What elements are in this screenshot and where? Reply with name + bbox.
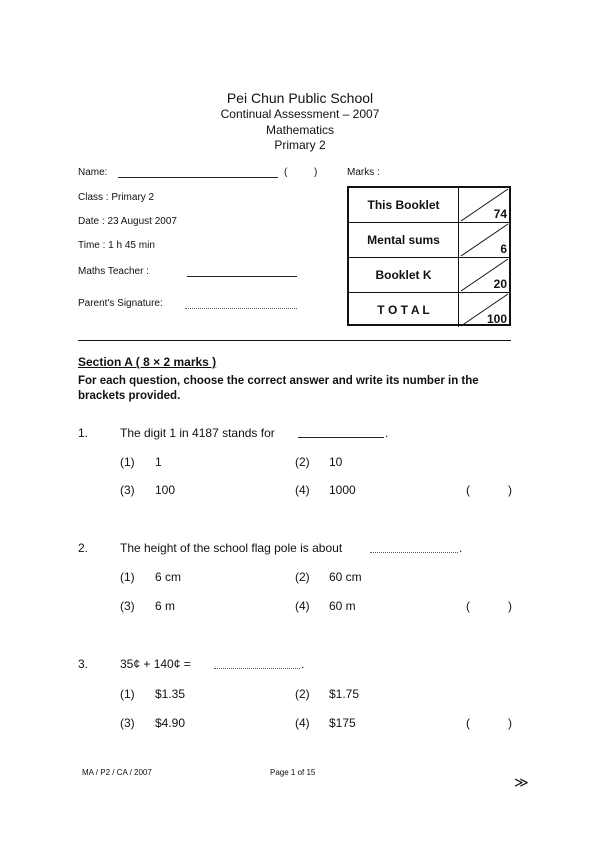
class-label: Class : Primary 2 — [78, 192, 155, 203]
option-value: $1.35 — [155, 687, 186, 701]
question-number: 1. — [78, 426, 89, 440]
answer-bracket-open[interactable]: ( — [466, 483, 470, 497]
school-name: Pei Chun Public School — [226, 90, 374, 106]
option-value: 1000 — [329, 483, 356, 497]
teacher-line[interactable] — [187, 266, 297, 277]
marks-row-label: Booklet K — [349, 258, 459, 292]
answer-bracket-open[interactable]: ( — [466, 599, 470, 613]
option-value: 60 m — [329, 599, 356, 613]
answer-bracket-open[interactable]: ( — [466, 716, 470, 730]
option-number: (1) — [120, 687, 135, 701]
question-number: 2. — [78, 541, 89, 555]
option-number: (3) — [120, 716, 135, 730]
option-number: (2) — [295, 570, 310, 584]
option-value: $175 — [329, 716, 356, 730]
section-title: Section A ( 8 × 2 marks ) — [78, 355, 217, 369]
name-paren-open: ( — [284, 167, 288, 178]
option-value: $1.75 — [329, 687, 360, 701]
answer-bracket-close[interactable]: ) — [508, 716, 512, 730]
option-number: (4) — [295, 483, 310, 497]
section-instruction: For each question, choose the correct answer and write its number in the brackets provided. — [78, 375, 479, 402]
marks-row-value: 20 — [493, 277, 507, 291]
name-line[interactable] — [118, 167, 278, 178]
option-value: 60 cm — [329, 570, 362, 584]
marks-row-value: 74 — [493, 207, 507, 221]
section-divider — [78, 340, 511, 341]
marks-row-value: 100 — [486, 312, 507, 326]
parent-signature-label: Parent's Signature: — [78, 298, 163, 309]
next-page-arrow-icon: ≫ — [514, 774, 529, 790]
footer-code: MA / P2 / CA / 2007 — [82, 768, 152, 777]
answer-blank[interactable] — [298, 426, 384, 438]
question-text: The digit 1 in 4187 stands for — [120, 426, 275, 440]
option-number: (2) — [295, 687, 310, 701]
marks-row-label: T O T A L — [349, 293, 459, 327]
subject-title: Mathematics — [265, 123, 335, 137]
parent-signature-line[interactable] — [185, 298, 297, 309]
teacher-label: Maths Teacher : — [78, 266, 149, 277]
question-text: 35¢ + 140¢ = — [120, 657, 191, 671]
marks-row-label: This Booklet — [349, 188, 459, 222]
answer-blank[interactable] — [370, 541, 458, 553]
marks-label: Marks : — [347, 167, 380, 178]
question-number: 3. — [78, 657, 89, 671]
answer-bracket-close[interactable]: ) — [508, 599, 512, 613]
time-label: Time : 1 h 45 min — [78, 240, 155, 251]
answer-blank[interactable] — [214, 657, 300, 669]
name-paren-close: ) — [314, 167, 318, 178]
option-value: 100 — [155, 483, 176, 497]
level-title: Primary 2 — [274, 138, 326, 152]
marks-table — [347, 186, 511, 326]
marks-row-total — [349, 293, 509, 327]
question-text: The height of the school flag pole is about — [120, 541, 343, 555]
option-value: $4.90 — [155, 716, 186, 730]
marks-row-value: 6 — [500, 242, 507, 256]
footer-page-number: Page 1 of 15 — [270, 768, 316, 777]
marks-row-mental-sums — [349, 223, 509, 257]
marks-row-label: Mental sums — [349, 223, 459, 257]
assessment-title: Continual Assessment – 2007 — [220, 107, 380, 121]
date-label: Date : 23 August 2007 — [78, 216, 177, 227]
option-number: (1) — [120, 570, 135, 584]
answer-bracket-close[interactable]: ) — [508, 483, 512, 497]
option-value: 6 m — [155, 599, 176, 613]
option-value: 6 cm — [155, 570, 182, 584]
marks-row-this-booklet — [349, 188, 509, 222]
option-value: 1 — [155, 455, 162, 469]
option-number: (3) — [120, 483, 135, 497]
marks-row-booklet-k — [349, 258, 509, 292]
option-number: (4) — [295, 599, 310, 613]
option-number: (1) — [120, 455, 135, 469]
option-number: (2) — [295, 455, 310, 469]
name-label: Name: — [78, 167, 108, 178]
option-value: 10 — [329, 455, 343, 469]
option-number: (3) — [120, 599, 135, 613]
option-number: (4) — [295, 716, 310, 730]
